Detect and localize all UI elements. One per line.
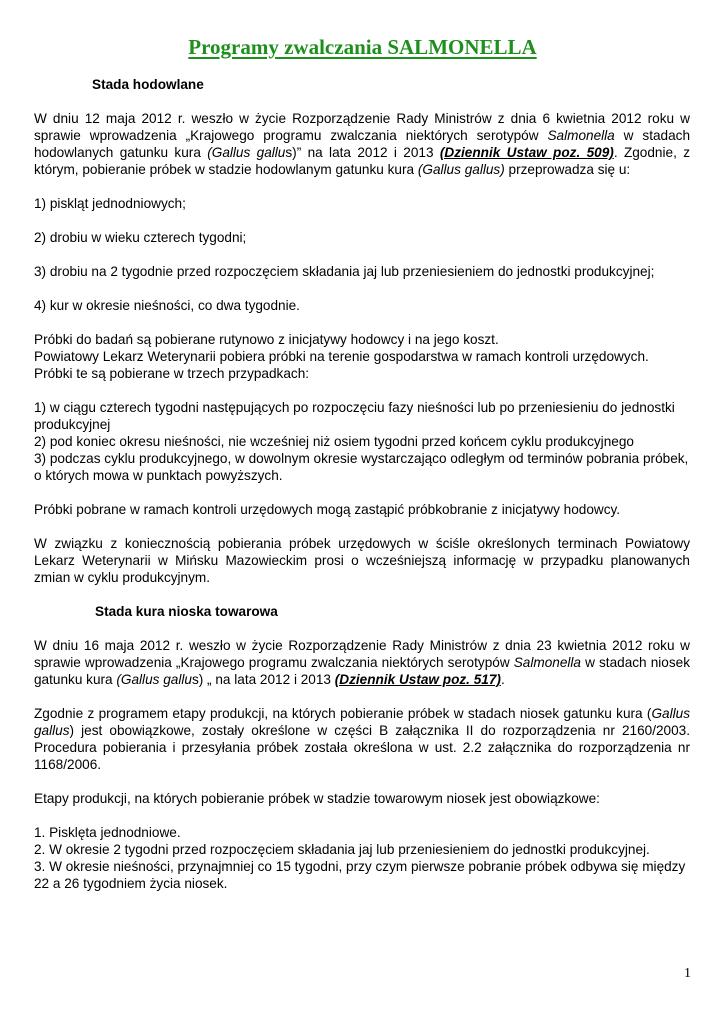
samples-paragraph: Próbki do badań są pobierane rutynowo z inicjatywy hodowcy i na jego koszt. Powiatowy Lekarz Weterynarii pobiera próbki na terenie gospodarstwa w ramach kontroli urzędowych. Próbki te są pobierane w trzech przypadkach: xyxy=(34,332,649,381)
law-reference-link[interactable]: (Dziennik Ustaw poz. 517) xyxy=(334,672,501,687)
page-number: 1 xyxy=(684,966,691,981)
list-item: 1) w ciągu czterech tygodni następujących po rozpoczęciu fazy nieśności lub po przeniesieniu do jednostki produkcyjnej xyxy=(34,400,675,432)
list-item: 2. W okresie 2 tygodni przed rozpoczęciem składania jaj lub przeniesieniem do jednostki produkcyjnej. xyxy=(34,842,650,857)
cases-list xyxy=(34,399,690,484)
stages-intro: Etapy produkcji, na których pobieranie próbek w stadzie towarowym niosek jest obowiązkowe: xyxy=(34,791,600,806)
breeding-intro-paragraph: W dniu 12 maja 2012 r. weszło w życie Rozporządzenie Rady Ministrów z dnia 6 kwietnia 2012 roku w sprawie wprowadzenia „Krajowego programu zwalczania niektórych serotypów Salmonella w stadach hodowlanych gatunku kura (Gallus gallus)” na lata 2012 i 2013 (Dziennik Ustaw poz. 509). Zgodnie, z którym, pobieranie próbek w stadzie hodowlanym gatunku kura (Gallus gallus) przeprowadza się u: xyxy=(34,111,691,177)
list-item: 3) podczas cyklu produkcyjnego, w dowolnym okresie wystarczająco odległym od terminów pobrania próbek, o których mowa w punktach powyższych. xyxy=(34,451,689,483)
notice-paragraph: W związku z koniecznością pobierania próbek urzędowych w ściśle określonych terminach Powiatowy Lekarz Weterynarii w Mińsku Mazowieckim prosi o wcześniejszą informację w przypadku planowanych zmian w cyklu produkcyjnym. xyxy=(34,536,690,585)
list-item: 3) drobiu na 2 tygodnie przed rozpoczęciem składania jaj lub przeniesieniem do jednostki produkcyjnej; xyxy=(34,264,655,279)
document-title: Programy zwalczania SALMONELLA xyxy=(188,35,537,59)
replace-paragraph: Próbki pobrane w ramach kontroli urzędowych mogą zastąpić próbkobranie z inicjatywy hodowcy. xyxy=(34,502,621,517)
list-item: 2) pod koniec okresu nieśności, nie wcześniej niż osiem tygodni przed końcem cyklu produkcyjnego xyxy=(34,434,634,449)
list-item: 1) piskląt jednodniowych; xyxy=(34,196,186,211)
program-paragraph: Zgodnie z programem etapy produkcji, na których pobieranie próbek w stadach niosek gatunku kura (Gallus gallus) jest obowiązkowe, zostały określone w części B załącznika II do rozporządzenia nr 2160/2003. Procedura pobierania i przesyłania próbek została określona w ust. 2.2 załącznika do rozporządzenia nr 1168/2006. xyxy=(34,706,690,772)
list-item: 1. Pisklęta jednodniowe. xyxy=(34,825,181,840)
section-heading-layers: Stada kura nioska towarowa xyxy=(95,604,278,619)
list-item: 4) kur w okresie nieśności, co dwa tygodnie. xyxy=(34,298,300,313)
law-reference-link[interactable]: (Dziennik Ustaw poz. 509) xyxy=(439,145,614,160)
layers-intro-paragraph: W dniu 16 maja 2012 r. weszło w życie Rozporządzenie Rady Ministrów z dnia 23 kwietnia 2012 roku w sprawie wprowadzenia „Krajowego programu zwalczania niektórych serotypów Salmonella w stadach niosek gatunku kura (Gallus gallus) „ na lata 2012 i 2013 (Dziennik Ustaw poz. 517). xyxy=(34,638,691,687)
list-item: 3. W okresie nieśności, przynajmniej co 15 tygodni, przy czym pierwsze pobranie próbek odbywa się między 22 a 26 tygodniem życia niosek. xyxy=(34,859,686,891)
document-body xyxy=(34,76,690,909)
section-heading-breeding: Stada hodowlane xyxy=(92,77,204,92)
list-item: 2) drobiu w wieku czterech tygodni; xyxy=(34,230,247,245)
stages-list xyxy=(34,824,690,892)
